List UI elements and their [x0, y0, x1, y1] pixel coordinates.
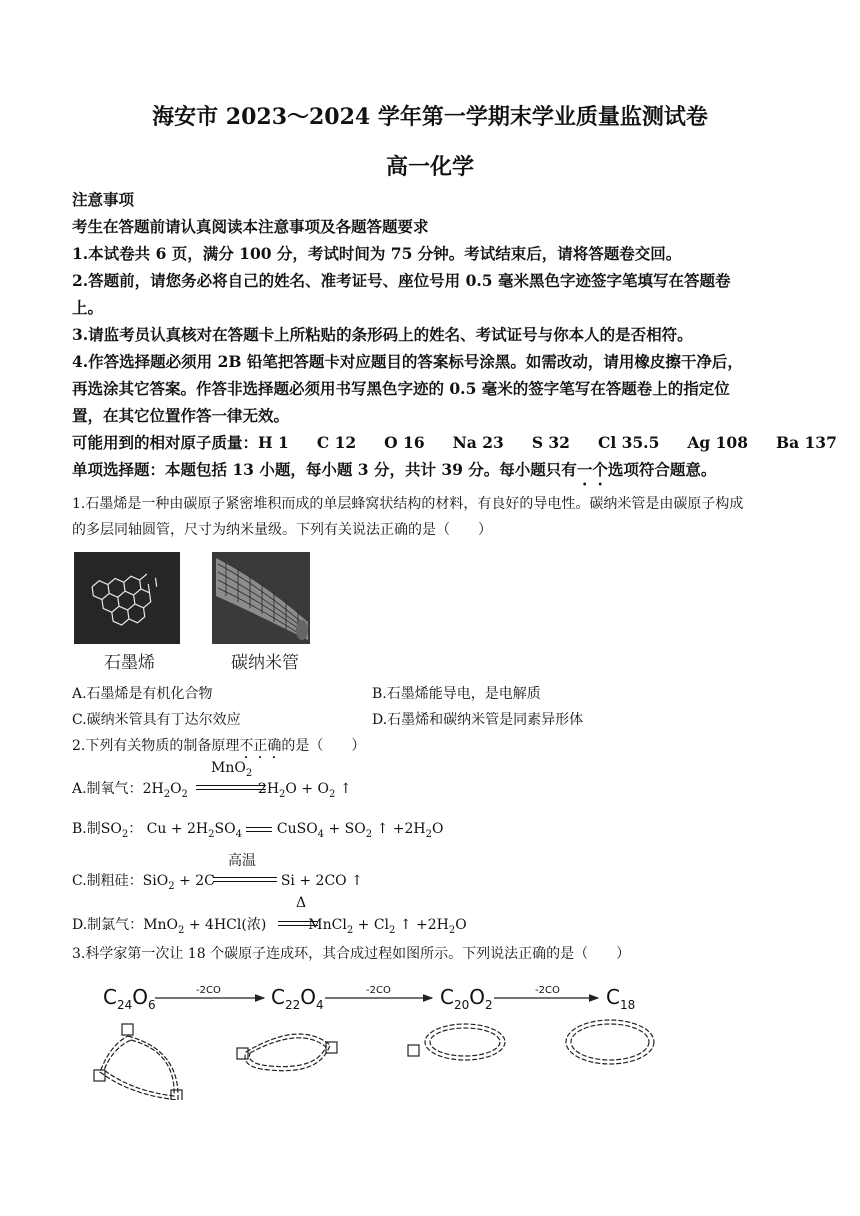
atomic-mass-item: Ba 137: [775, 433, 837, 452]
reaction-equals: [278, 921, 318, 926]
atomic-mass-item: Ag 108: [687, 433, 748, 452]
q1-stem: 1.石墨烯是一种由碳原子紧密堆积而成的单层蜂窝状结构的材料，有良好的导电性。碳纳米管是由碳原子构成: [72, 496, 744, 512]
emphasis-text: 一个: [576, 460, 608, 479]
notes-line: 再选涂其它答案。作答非选择题必须用书写黑色字迹的 0.5 毫米的签字笔写在答题卷上的指定位: [72, 379, 730, 398]
species-c20o2: $C_{20}O_2$: [440, 985, 493, 1012]
notes-line: 考生在答题前请认真阅读本注意事项及各题答题要求: [72, 217, 429, 236]
notes-line: 4.作答选择题必须用 2B 铅笔把答题卡对应题目的答案标号涂黑。如需改动，请用橡皮擦干净后，: [72, 352, 743, 371]
notes-line: 3.请监考员认真核对在答题卡上所粘贴的条形码上的姓名、考试证号与你本人的是否相符。: [72, 325, 693, 344]
arrow-label: -2CO: [366, 985, 391, 996]
notes-line: 上。: [72, 298, 104, 317]
graphene-caption: 石墨烯: [104, 653, 155, 673]
atomic-mass-item: O 16: [384, 433, 425, 452]
q1-option-c: C.碳纳米管具有丁达尔效应: [72, 712, 241, 728]
notes-line: 2.答题前，请您务必将自己的姓名、准考证号、座位号用 0.5 毫米黑色字迹签字笔填写在答题卷: [72, 271, 731, 290]
c18-structure: [566, 1020, 654, 1064]
q2-option-d: D.制氯气：MnO$_2$ + 4HCl(浓) MnCl$_2$ + $Cl_2$ ↑ $+2H_2O$: [72, 917, 467, 936]
q2-a-condition: MnO$_2$: [211, 760, 253, 779]
exam-title: 海安市 2023～2024 学年第一学期末学业质量监测试卷: [152, 104, 708, 130]
notes-line: 置，在其它位置作答一律无效。: [72, 406, 290, 425]
atomic-mass-item: C 12: [316, 433, 357, 452]
q1-option-a: A.石墨烯是有机化合物: [72, 686, 213, 702]
q1-option-d: D.石墨烯和碳纳米管是同素异形体: [372, 712, 584, 728]
species-c24o6: $C_{24}O_6$: [103, 985, 156, 1012]
c22o4-structure: [237, 1034, 337, 1071]
atomic-mass-item: Cl 35.5: [597, 433, 660, 452]
graphene-image: [74, 552, 180, 644]
atomic-mass-item: H 1: [258, 433, 289, 452]
q1-stem: 的多层同轴圆管，尺寸为纳米量级。下列有关说法正确的是（ ）: [72, 522, 492, 538]
q2-option-c: C.制粗硅：SiO$_2$ + 2C Si + 2CO ↑: [72, 873, 363, 892]
nanotube-image: [212, 552, 310, 644]
c20o2-structure: [408, 1024, 505, 1060]
q2-d-condition: Δ: [296, 895, 307, 911]
atomic-mass-item: Na 23: [452, 433, 504, 452]
c24o6-structure: [94, 1024, 182, 1100]
exam-subject: 高一化学: [385, 154, 474, 180]
q2-option-a: A.制氧气：$2H_2O_2$ $2H_2O + O_2$ ↑: [72, 781, 352, 800]
species-c22o4: $C_{22}O_4$: [271, 985, 324, 1012]
q1-option-b: B.石墨烯能导电，是电解质: [372, 686, 541, 702]
arrow-label: -2CO: [196, 985, 221, 996]
species-c18: $C_{18}$: [606, 985, 636, 1012]
notes-heading: 注意事项: [72, 190, 135, 209]
synthesis-scheme: [0, 990, 860, 1100]
q2-stem: 2.下列有关物质的制备原理不正确的是（ ）: [72, 738, 366, 754]
atomic-mass-line: [72, 431, 837, 453]
reaction-equals: [213, 877, 277, 882]
arrow-label: -2CO: [535, 985, 560, 996]
nanotube-caption: 碳纳米管: [231, 653, 299, 673]
section-instructions: 单项选择题：本题包括 13 小题，每小题 3 分，共计 39 分。每小题只有一个选项符合题意。: [72, 460, 717, 479]
notes-line: 1.本试卷共 6 页，满分 100 分，考试时间为 75 分钟。考试结束后，请将答题卷交回。: [72, 244, 682, 263]
atomic-mass-item: S 32: [531, 433, 570, 452]
q2-option-b: B.制$SO_2$： $Cu + 2H_2SO_4$ CuSO$_4$ + $SO_2$ ↑ $+2H_2O$: [72, 821, 444, 840]
q3-stem: 3.科学家第一次让 18 个碳原子连成环，其合成过程如图所示。下列说法正确的是（ ）: [72, 946, 631, 962]
reaction-equals: [196, 785, 266, 790]
atomic-mass-label: 可能用到的相对原子质量：: [72, 433, 259, 452]
emphasis-text: 不正确: [239, 738, 282, 754]
q2-c-condition: 高温: [228, 853, 256, 869]
